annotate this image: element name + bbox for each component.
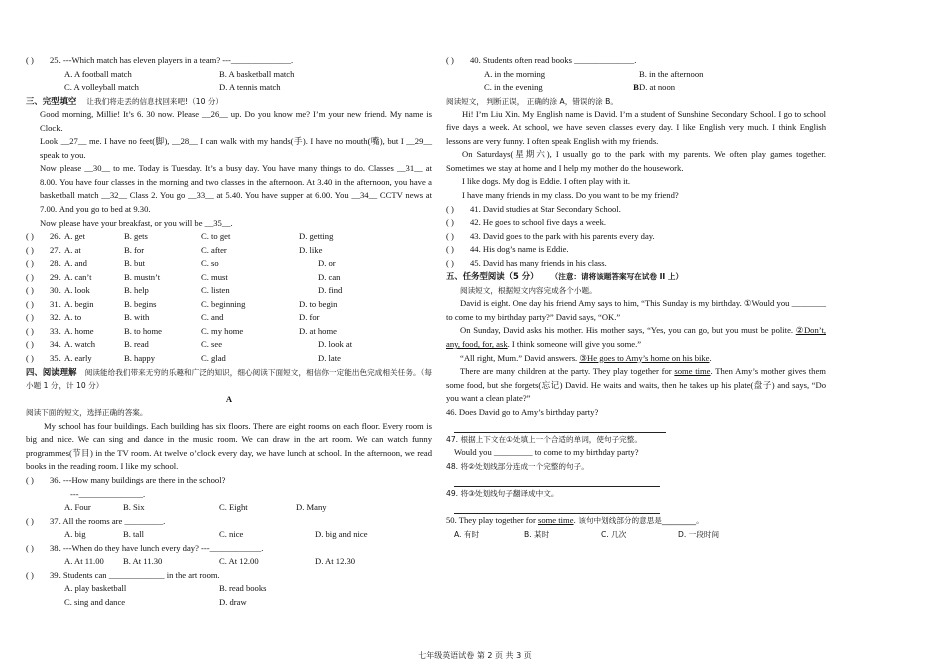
passage-b-paragraph-1: Hi! I’m Liu Xin. My English name is David. I’m a student of Sunshine Secondary School. I go to school five days a week. At school, we have seven classes every day. I like English very much. I think English lessons are very funny. I often speak English with my friends. [446, 108, 826, 146]
option: A. home [64, 325, 94, 336]
q46-answer-line [446, 419, 826, 433]
question-36: ( ) 36. ---How many buildings are there in the school? [26, 474, 226, 485]
tf-item-45: ( ) 45. David has many friends in his class. [446, 257, 607, 268]
tf-item-41: ( ) 41. David studies at Star Secondary School. [446, 203, 621, 214]
option: C. sing and dance [64, 596, 126, 607]
section-5-instructions: 阅读短文，根据短文内容完成各个小题。 [460, 285, 597, 295]
option: D. for [299, 312, 320, 323]
underlined-sentence-3: ③He goes to Amy’s home on his bike [579, 352, 710, 363]
option: C. At 12.00 [219, 556, 259, 567]
option: D. Many [296, 502, 327, 513]
q50-options [446, 528, 826, 542]
option: C. A volleyball match [64, 82, 139, 93]
passage-b-paragraph-3: I like dogs. My dog is Eddie. I often play with it. [462, 176, 631, 187]
question-37: ( ) 37. All the rooms are _________. [26, 515, 166, 526]
option: B. Six [123, 502, 145, 513]
passage-a-instructions: 阅读下面的短文，选择正确的答案。 [26, 408, 148, 418]
section-3-heading: 三、完型填空 让我们将走丢的信息找回来吧!（10 分） [26, 95, 224, 106]
cloze-item: ( ) 33. A. home B. to home C. my home D. at home [26, 325, 432, 339]
option: B. but [124, 258, 146, 269]
option: A. At 11.00 [64, 556, 104, 567]
option: A. to [64, 312, 82, 323]
option: C. so [201, 258, 219, 269]
option: D. or [318, 258, 336, 269]
tf-item-44: ( ) 44. His dog’s name is Eddie. [446, 244, 569, 255]
cloze-item: ( ) 26. A. get B. gets C. to get D. getting [26, 230, 432, 244]
question-50: 50. They play together for some time. 该句中划线部分的意思是_________。 [446, 515, 704, 526]
cloze-paragraph-2: Look __27__ me. I have no feet(脚), __28__ I can walk with my hands(手). I have no mouth(嘴), but I __29__ speak to you. [40, 136, 432, 160]
option: D. At 12.30 [315, 556, 356, 567]
question-39: ( ) 39. Students can _____________ in the art room. [26, 569, 220, 580]
option: B. with [124, 312, 150, 323]
option: D. at noon [639, 82, 676, 93]
cloze-options [26, 230, 432, 365]
section-5-heading: 五、任务型阅读（5 分） （注意：请将该题答案写在试卷 II 上） [446, 271, 684, 282]
answer-line[interactable] [454, 476, 660, 487]
q49-answer-line [446, 501, 826, 515]
cloze-item: ( ) 34. A. watch B. read C. see D. look at [26, 338, 432, 352]
cloze-paragraph-3: Now please __30__ to me. Today is Tuesday. It’s a busy day. You have many things to do. Classes __31__ at 8.00. You have four classes in the morning and two classes in the afternoon. At 3.40 in the afternoon, you have a basketball match __32__ Class 2. You go __33__ at 5.40. You have supper at 6.00. You __34__ CCTV news at 7.00. And you go to bed at 9.30. [40, 163, 432, 215]
option: D. like [299, 244, 323, 255]
cloze-item: ( ) 30. A. look B. help C. listen D. find [26, 284, 432, 298]
option: A. early [64, 353, 92, 364]
option: D. can [318, 271, 341, 282]
option: C. 几次 [601, 529, 627, 539]
option: B. for [124, 244, 145, 255]
tf-item-42: ( ) 42. He goes to school five days a week. [446, 217, 607, 228]
story-paragraph-2: On Sunday, David asks his mother. His mother says, “Yes, you can go, but you must be polite. ②Don’t, any, food, for, ask. I think someone will give you some.” [446, 325, 827, 350]
cloze-item: ( ) 29. A. can’t B. mustn’t C. must D. can [26, 271, 432, 285]
section-4-heading: 四、阅读理解 阅读能给我们带来无穷的乐趣和广泛的知识，细心阅读下面短文，相信你一定能出色完成相关任务。（每小题 1 分，计 10 分） [26, 366, 433, 391]
left-column [26, 54, 432, 609]
q36-answer-blank: ---_______________. [70, 488, 146, 499]
question-38: ( ) 38. ---When do they have lunch every day? ---____________. [26, 542, 264, 553]
option: C. after [201, 244, 227, 255]
option: B. gets [124, 231, 148, 242]
option: A. begin [64, 298, 94, 309]
option: A. can’t [64, 271, 92, 282]
question-46: 46. Does David go to Amy’s birthday party? [446, 406, 599, 417]
cloze-paragraph-1: Good morning, Millie! It’s 6. 30 now. Please __26__ up. Do you know me? I’m your new friend. My name is Clock. [40, 109, 432, 133]
option: B. read [124, 339, 149, 350]
option: A. get [64, 231, 86, 242]
cloze-item: ( ) 27. A. at B. for C. after D. like [26, 244, 432, 258]
option: A. A football match [64, 68, 132, 79]
story-paragraph-4: There are many children at the party. They play together for some time. Then Amy’s mother gives them some food, but she forgets(忘记) David. He waits and waits, then he takes up his plate(盘子) and says, “Do you want a clean plate?” [446, 366, 826, 404]
option: B. help [124, 285, 149, 296]
story-paragraph-1: David is eight. One day his friend Amy says to him, “This Sunday is my birthday. ①Would you ________ to come to my birthday party?” David says, “OK.” [446, 298, 826, 322]
option: C. to get [201, 231, 231, 242]
question-40: ( ) 40. Students often read books ______________. [446, 55, 637, 65]
cloze-item: ( ) 35. A. early B. happy C. glad D. late [26, 352, 432, 366]
option: C. in the evening [484, 82, 543, 93]
option: D. late [318, 353, 341, 364]
option: B. in the afternoon [639, 68, 704, 79]
option: A. at [64, 244, 81, 255]
option: D. to begin [299, 298, 338, 309]
option: A. big [64, 529, 86, 540]
option: A. and [64, 258, 87, 269]
passage-b-paragraph-4: I have many friends in my class. Do you want to be my friend? [462, 190, 679, 201]
option: D. 一段时间 [678, 529, 720, 539]
story-paragraph-3: “All right, Mum.” David answers. ③He goes to Amy’s home on his bike. [460, 352, 712, 363]
q39-options-row2 [26, 596, 432, 610]
option: C. listen [201, 285, 230, 296]
option: D. find [318, 285, 343, 296]
q36-options [26, 501, 432, 515]
question-47: 47. 根据上下文在①处填上一个合适的单词，使句子完整。 [446, 434, 642, 444]
question-25: ( ) 25. ---Which match has eleven players in a team? ---______________. [26, 55, 294, 65]
option: D. draw [219, 596, 247, 607]
underlined-phrase-4: some time [674, 366, 711, 377]
option: B. At 11.30 [123, 556, 163, 567]
option: A. look [64, 285, 90, 296]
option: B. tall [123, 529, 145, 540]
option: B. mustn’t [124, 271, 161, 282]
option: C. beginning [201, 298, 246, 309]
option: D. big and nice [315, 529, 368, 540]
passage-b-paragraph-2: On Saturdays(星期六), I usually go to the park with my parents. We often play games together. Sometimes we stay at home and I help my mother do the housework. [446, 149, 826, 173]
option: D. at home [299, 325, 337, 336]
cloze-paragraph-4: Now please have your breakfast, or you will be __35__. [40, 217, 233, 228]
passage-b-label: B [633, 82, 639, 93]
question-49: 49. 将③处划线句子翻译成中文。 [446, 489, 559, 499]
option: B. happy [124, 353, 156, 364]
q39-options-row1 [26, 582, 432, 596]
right-column [446, 54, 826, 541]
option: D. look at [318, 339, 353, 350]
option: C. my home [201, 325, 244, 336]
option: B. A basketball match [219, 68, 295, 79]
q37-options [26, 528, 432, 542]
option: B. read books [219, 583, 267, 594]
option: A. play basketball [64, 583, 127, 594]
page-footer: 七年级英语试卷 第 2 页 共 3 页 [418, 651, 532, 660]
q48-answer-line [446, 474, 826, 488]
q40-options-row1 [446, 68, 826, 82]
option: C. see [201, 339, 223, 350]
option: C. glad [201, 353, 226, 364]
option: C. and [201, 312, 224, 323]
tf-item-43: ( ) 43. David goes to the park with his parents every day. [446, 230, 655, 241]
q25-options-row2 [26, 81, 432, 95]
option: B. begins [124, 298, 157, 309]
option: A. 有时 [454, 529, 480, 539]
q38-options [26, 555, 432, 569]
option: C. Eight [219, 502, 248, 513]
option: A. watch [64, 339, 96, 350]
question-48: 48. 将②处划线部分连成一个完整的句子。 [446, 461, 589, 471]
cloze-item: ( ) 32. A. to B. with C. and D. for [26, 311, 432, 325]
option: A. Four [64, 502, 91, 513]
option: C. nice [219, 529, 244, 540]
cloze-item: ( ) 31. A. begin B. begins C. beginning D. to begin [26, 298, 432, 312]
option: A. in the morning [484, 68, 546, 79]
option: C. must [201, 271, 228, 282]
option: B. to home [124, 325, 162, 336]
answer-line[interactable] [454, 422, 666, 433]
option: B. 某时 [524, 529, 550, 539]
passage-a-label: A [225, 393, 233, 404]
cloze-item: ( ) 28. A. and B. but C. so D. or [26, 257, 432, 271]
option: D. getting [299, 231, 334, 242]
passage-b-instructions: 阅读短文， 判断正误， 正确的涂 A，错误的涂 B。 [446, 96, 618, 106]
option: D. A tennis match [219, 82, 281, 93]
q25-options-row1 [26, 68, 432, 82]
answer-line[interactable] [454, 503, 660, 514]
passage-a-text: My school has four buildings. Each building has six floors. There are eight rooms on each floor. Every room is big and nice. We can sing and dance in the music room. We can draw in the art room. We can watch funny programmes(节目) in the TV room. At twelve o’clock every day, we have lunch at school. In the afternoon, we read books in the reading room. I like my school. [26, 420, 432, 472]
q47-sentence: Would you _________ to come to my birthday party? [454, 447, 639, 458]
underlined-phrase-2: ②Don’t, any, food, for, ask [446, 325, 827, 350]
